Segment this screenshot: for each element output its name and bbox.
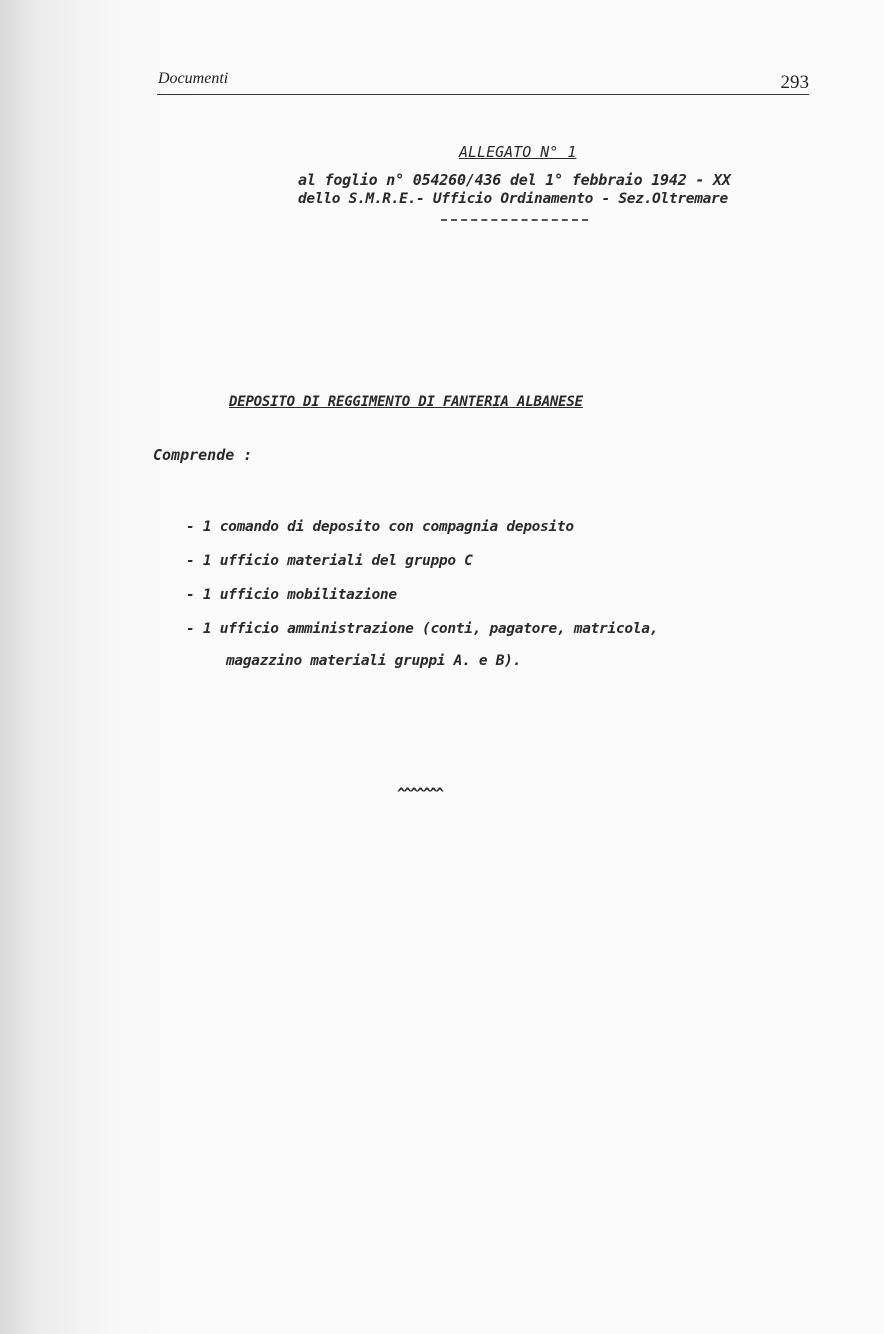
running-head: Documenti xyxy=(158,70,229,87)
attachment-reference-line-2: dello S.M.R.E.- Ufficio Ordinamento - Sez.Oltremare xyxy=(298,191,728,207)
end-mark: ^^^^^^^ xyxy=(397,786,443,802)
list-item-continuation: magazzino materiali gruppi A. e B). xyxy=(226,653,522,669)
list-item xyxy=(186,510,658,544)
unit-list xyxy=(186,510,658,676)
list-item xyxy=(186,612,658,676)
page-number: 293 xyxy=(780,72,809,93)
attachment-reference-line-1: al foglio n° 054260/436 del 1° febbraio 1942 - XX xyxy=(298,171,731,189)
list-item xyxy=(186,578,658,612)
list-item-text: - 1 ufficio materiali del gruppo C xyxy=(186,553,473,569)
header-rule xyxy=(157,94,809,95)
list-item-text: - 1 comando di deposito con compagnia deposito xyxy=(186,519,574,535)
list-item-text: - 1 ufficio mobilitazione xyxy=(186,587,397,603)
list-item-text: - 1 ufficio amministrazione (conti, pagatore, matricola, xyxy=(186,621,659,637)
section-heading: DEPOSITO DI REGGIMENTO DI FANTERIA ALBANESE xyxy=(229,394,583,410)
attachment-title: ALLEGATO N° 1 xyxy=(459,143,577,161)
list-item xyxy=(186,544,658,578)
intro-text: Comprende : xyxy=(153,446,253,464)
reference-underline xyxy=(441,219,588,221)
